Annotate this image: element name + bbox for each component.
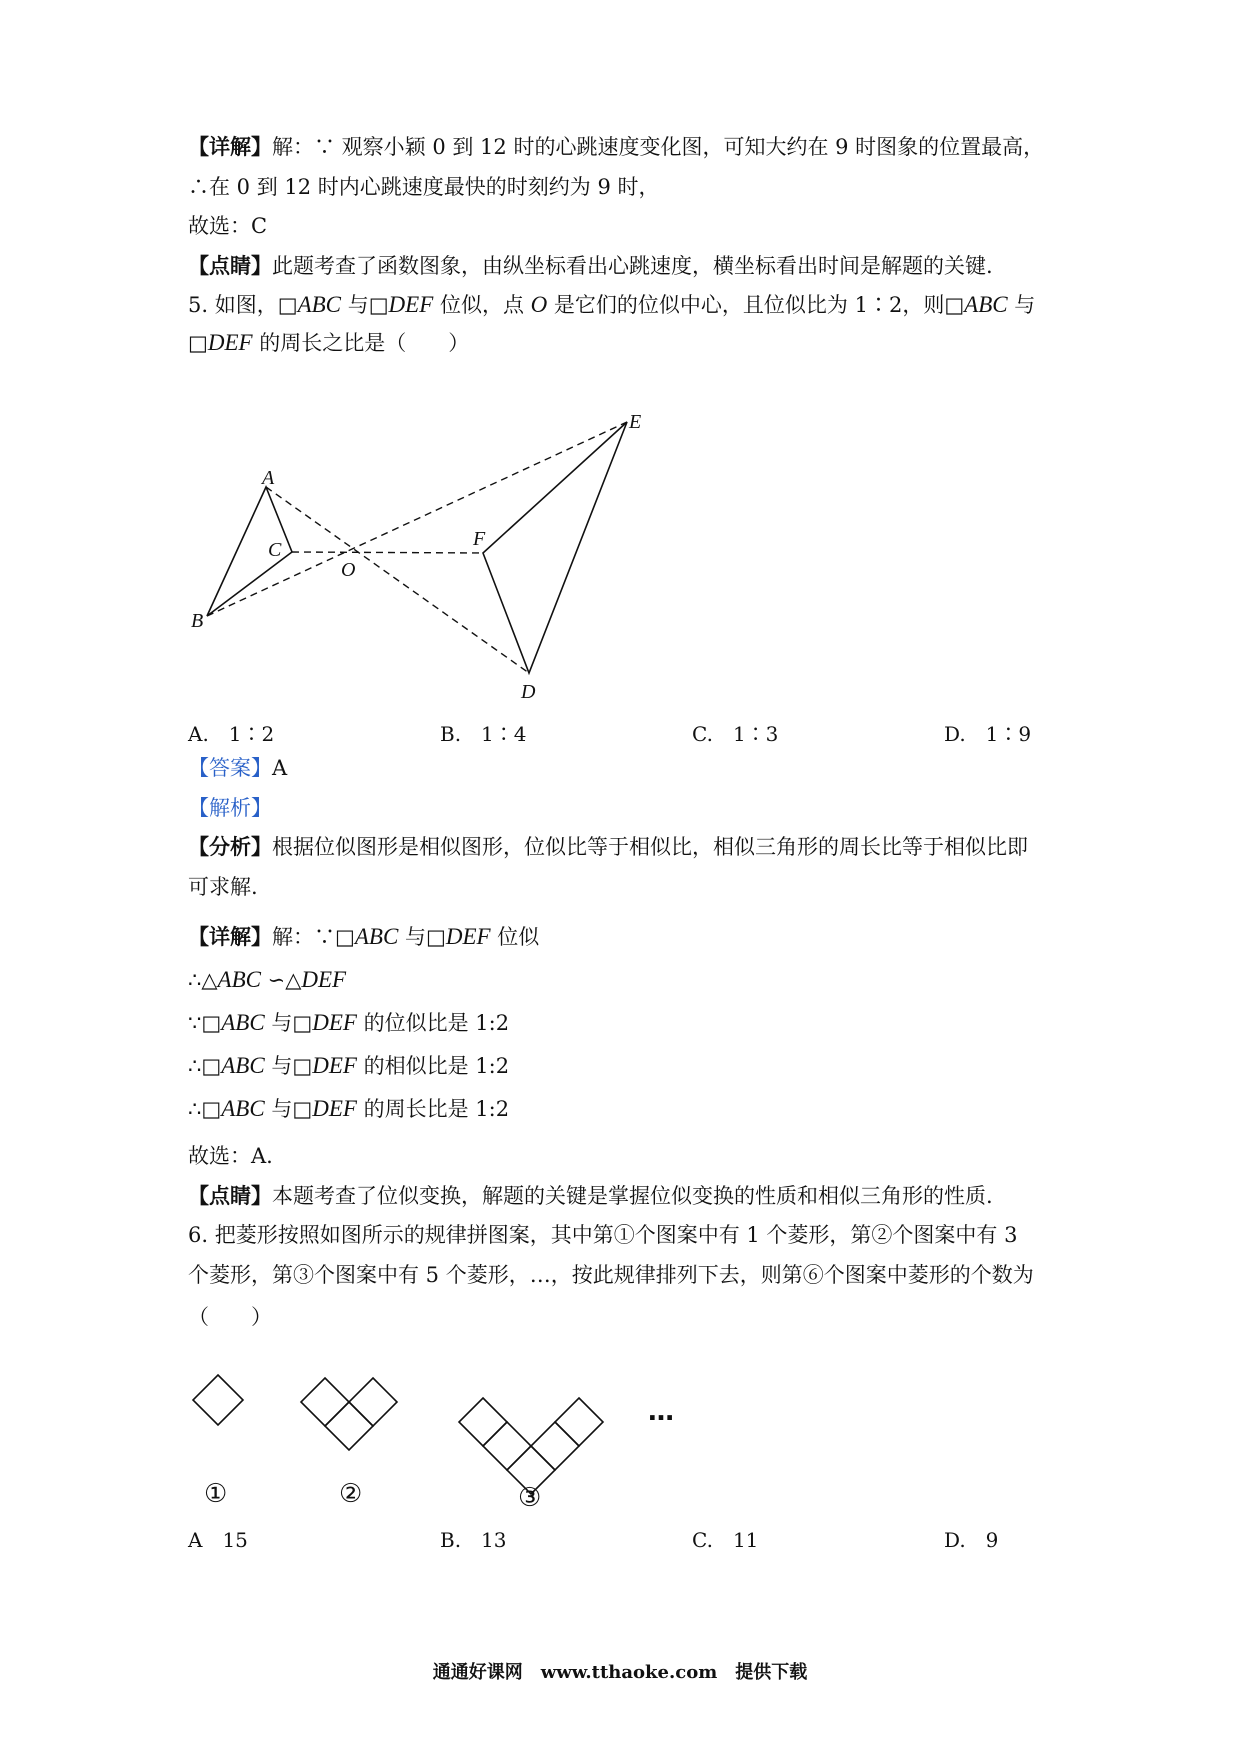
pattern-ellipsis: …: [648, 1397, 674, 1427]
answer-line: [188, 753, 287, 783]
label-o: O: [341, 559, 356, 581]
q6-option-d: D. 9: [944, 1528, 999, 1552]
q6-option-c: C. 11: [692, 1528, 759, 1552]
q5-option-b: B. 1∶4: [440, 722, 527, 746]
comment-tag: 【点睛】: [188, 253, 272, 278]
q5-detail-line: 【详解】解：∵□ABC 与□DEF 位似: [188, 924, 540, 949]
rhombus-patterns-figure: [0, 1340, 1240, 1510]
label-f: F: [473, 528, 486, 550]
detail-tag: 【详解】: [188, 134, 272, 159]
question-6-line-1: 6. 把菱形按照如图所示的规律拼图案，其中第①个图案中有 1 个菱形，第②个图案中有 3: [188, 1223, 1018, 1247]
q5-option-d: D. 1∶9: [944, 722, 1032, 746]
label-c: C: [268, 539, 282, 561]
step-ratio: ∵□ABC 与□DEF 的位似比是 1:2: [188, 1010, 510, 1035]
pattern-label-1: ①: [204, 1479, 228, 1509]
line-cf: [292, 552, 483, 553]
q6-option-a: A 15: [188, 1528, 248, 1552]
q5-option-c: C. 1∶3: [692, 722, 779, 746]
question-5-line-2: □DEF 的周长之比是（ ）: [188, 330, 470, 355]
answer-value: A: [272, 756, 288, 780]
q6-option-b: B. 13: [440, 1528, 507, 1552]
answer-tag: 【答案】: [188, 756, 272, 780]
triangle-def: [483, 422, 627, 673]
fenxi-line-1: 【分析】根据位似图形是相似图形，位似比等于相似比，相似三角形的周长比等于相似比即: [188, 834, 1028, 859]
comment-text: 此题考查了函数图象，由纵坐标看出心跳速度，横坐标看出时间是解题的关键.: [272, 254, 993, 278]
label-b: B: [191, 610, 204, 632]
pattern-1-rhombus: [193, 1375, 243, 1425]
fenxi-tag: 【分析】: [188, 834, 272, 859]
detail-text: 解：∵ 观察小颖 0 到 12 时的心跳速度变化图，可知大约在 9 时图象的位置最高，: [272, 135, 1045, 159]
homothety-figure: [0, 0, 1240, 720]
pattern-label-3: ③: [518, 1483, 542, 1510]
conclusion-line: ∴在 0 到 12 时内心跳速度最快的时刻约为 9 时，: [188, 175, 660, 199]
q5-option-a: A. 1∶2: [188, 722, 275, 746]
question-6-line-2: 个菱形，第③个图案中有 5 个菱形，…，按此规律排列下去，则第⑥个图案中菱形的个数为: [188, 1263, 1034, 1287]
pattern-3: [459, 1398, 603, 1494]
q5-comment-line: 【点睛】本题考查了位似变换，解题的关键是掌握位似变换的性质和相似三角形的性质.: [188, 1183, 993, 1208]
fenxi-line-2: 可求解.: [188, 875, 258, 899]
page-footer: 通通好课网 www.tthaoke.com 提供下载: [432, 1662, 808, 1683]
label-a: A: [262, 467, 275, 489]
pattern-2: [301, 1378, 397, 1450]
label-d: D: [521, 681, 536, 703]
line-ad: [266, 487, 529, 673]
pattern-label-2: ②: [339, 1479, 363, 1509]
line-be: [207, 422, 627, 616]
step-similar: ∴△ABC ∽△DEF: [188, 967, 347, 992]
q5-choice-line: 故选：A.: [188, 1144, 273, 1168]
question-5-line-1: 5. 如图，□ABC 与□DEF 位似，点 O 是它们的位似中心，且位似比为 1∶2，则□ABC 与: [188, 292, 1036, 317]
step-perimeter-ratio: ∴□ABC 与□DEF 的周长比是 1:2: [188, 1096, 510, 1121]
choice-line: 故选：C: [188, 214, 268, 238]
analysis-tag: 【解析】: [188, 796, 272, 820]
label-e: E: [629, 411, 642, 433]
question-6-line-3: （ ）: [188, 1305, 272, 1329]
step-similar-ratio: ∴□ABC 与□DEF 的相似比是 1:2: [188, 1053, 510, 1078]
